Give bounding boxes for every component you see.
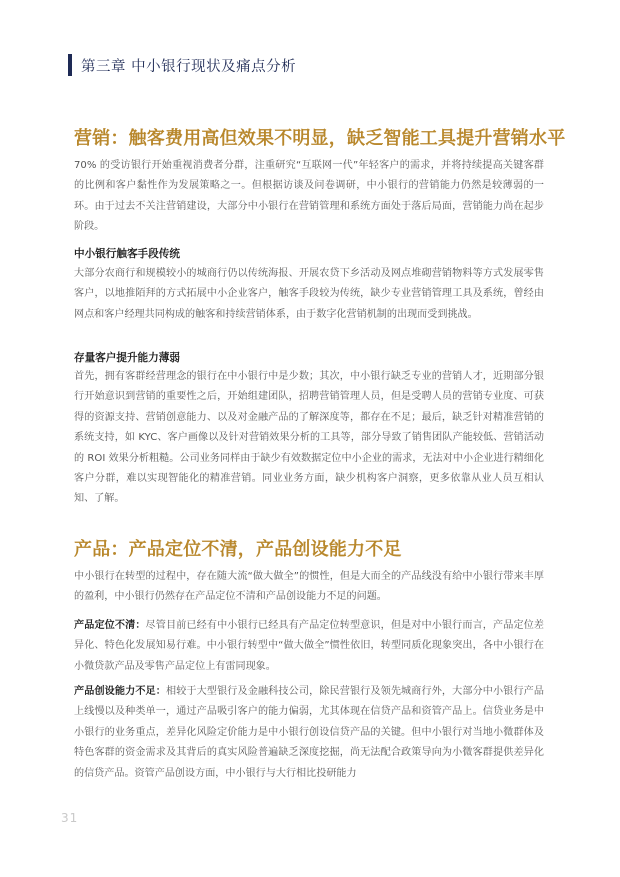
chapter-accent-bar — [68, 54, 72, 76]
page-number: 31 — [61, 811, 79, 825]
chapter-header — [68, 54, 296, 76]
product-positioning-paragraph — [74, 616, 544, 677]
marketing-intro-paragraph: 70% 的受访银行开始重视消费者分群，注重研究“互联网一代”年轻客户的需求，并将持续提高关键客群的比例和客户黏性作为发展策略之一。但根据访谈及问卷调研，中小银行的营销能力仍然是较薄弱的一环。由于过去不关注营销建设，大部分中小银行在营销管理和系统方面处于落后局面，营销能力尚在起步阶段。 — [74, 160, 544, 233]
product-intro-paragraph: 中小银行在转型的过程中，存在随大流“做大做全”的惯性，但是大而全的产品线没有给中小银行带来丰厚的盈利，中小银行仍然存在产品定位不清和产品创设能力不足的问题。 — [74, 571, 544, 603]
subheading-existing-customers: 存量客户提升能力薄弱 — [74, 352, 180, 364]
product-creation-lead: 产品创设能力不足： — [74, 686, 166, 697]
section-heading-marketing: 营销：触客费用高但效果不明显，缺乏智能工具提升营销水平 — [74, 128, 566, 149]
chapter-title: 第三章 中小银行现状及痛点分析 — [81, 58, 297, 75]
product-positioning-lead: 产品定位不清： — [74, 620, 146, 631]
touch-methods-paragraph: 大部分农商行和规模较小的城商行仍以传统海报、开展农贷下乡活动及网点堆砌营销物料等方式发展零售客户，以地推陌拜的方式拓展中小企业客户，触客手段较为传统，缺少专业营销管理工具及系统，曾经由网点和客户经理共同构成的触客和持续营销体系，由于数字化营销机制的出现而受到挑战。 — [74, 268, 544, 320]
product-creation-paragraph — [74, 682, 544, 784]
product-creation-text: 相较于大型银行及金融科技公司，除民营银行及领先城商行外，大部分中小银行产品上线慢以及种类单一，通过产品吸引客户的能力偏弱，尤其体现在信贷产品和资管产品上。信贷业务是中小银行的业务重点，差异化风险定价能力是中小银行创设信贷产品的关键。但中小银行对当地小微群体及特色客群的资金需求及其背后的真实风险普遍缺乏深度挖掘，尚无法配合政策导向为小微客群提供差异化的信贷产品。资管产品创设方面，中小银行与大行相比投研能力 — [74, 686, 545, 779]
section-heading-product: 产品：产品定位不清，产品创设能力不足 — [74, 539, 402, 560]
product-positioning-text: 尽管目前已经有中小银行已经具有产品定位转型意识，但是对中小银行而言，产品定位差异化、特色化发展知易行难。中小银行转型中“做大做全”惯性依旧，转型同质化现象突出，各中小银行在小微贷款产品及零售产品定位上有雷同现象。 — [74, 620, 545, 672]
existing-customers-paragraph: 首先，拥有客群经营理念的银行在中小银行中是少数；其次，中小银行缺乏专业的营销人才，近期部分银行开始意识到营销的重要性之后，开始组建团队，招聘营销管理人员，但是受聘人员的营销专业度、可获得的资源支持、营销创意能力、以及对金融产品的了解深度等，都存在不足；最后，缺乏针对精准营销的系统支持，如 KYC、客户画像以及针对营销效果分析的工具等，部分导致了销售团队产能较低、营销活动的 ROI 效果分析粗糙。公司业务同样由于缺少有效数据定位中小企业的需求，无法对中小企业进行精细化客户分群，难以实现智能化的精准营销。同业业务方面，缺少机构客户洞察，更多依靠从业人员互相认知、了解。 — [74, 371, 544, 505]
subheading-touch-methods: 中小银行触客手段传统 — [74, 248, 180, 260]
